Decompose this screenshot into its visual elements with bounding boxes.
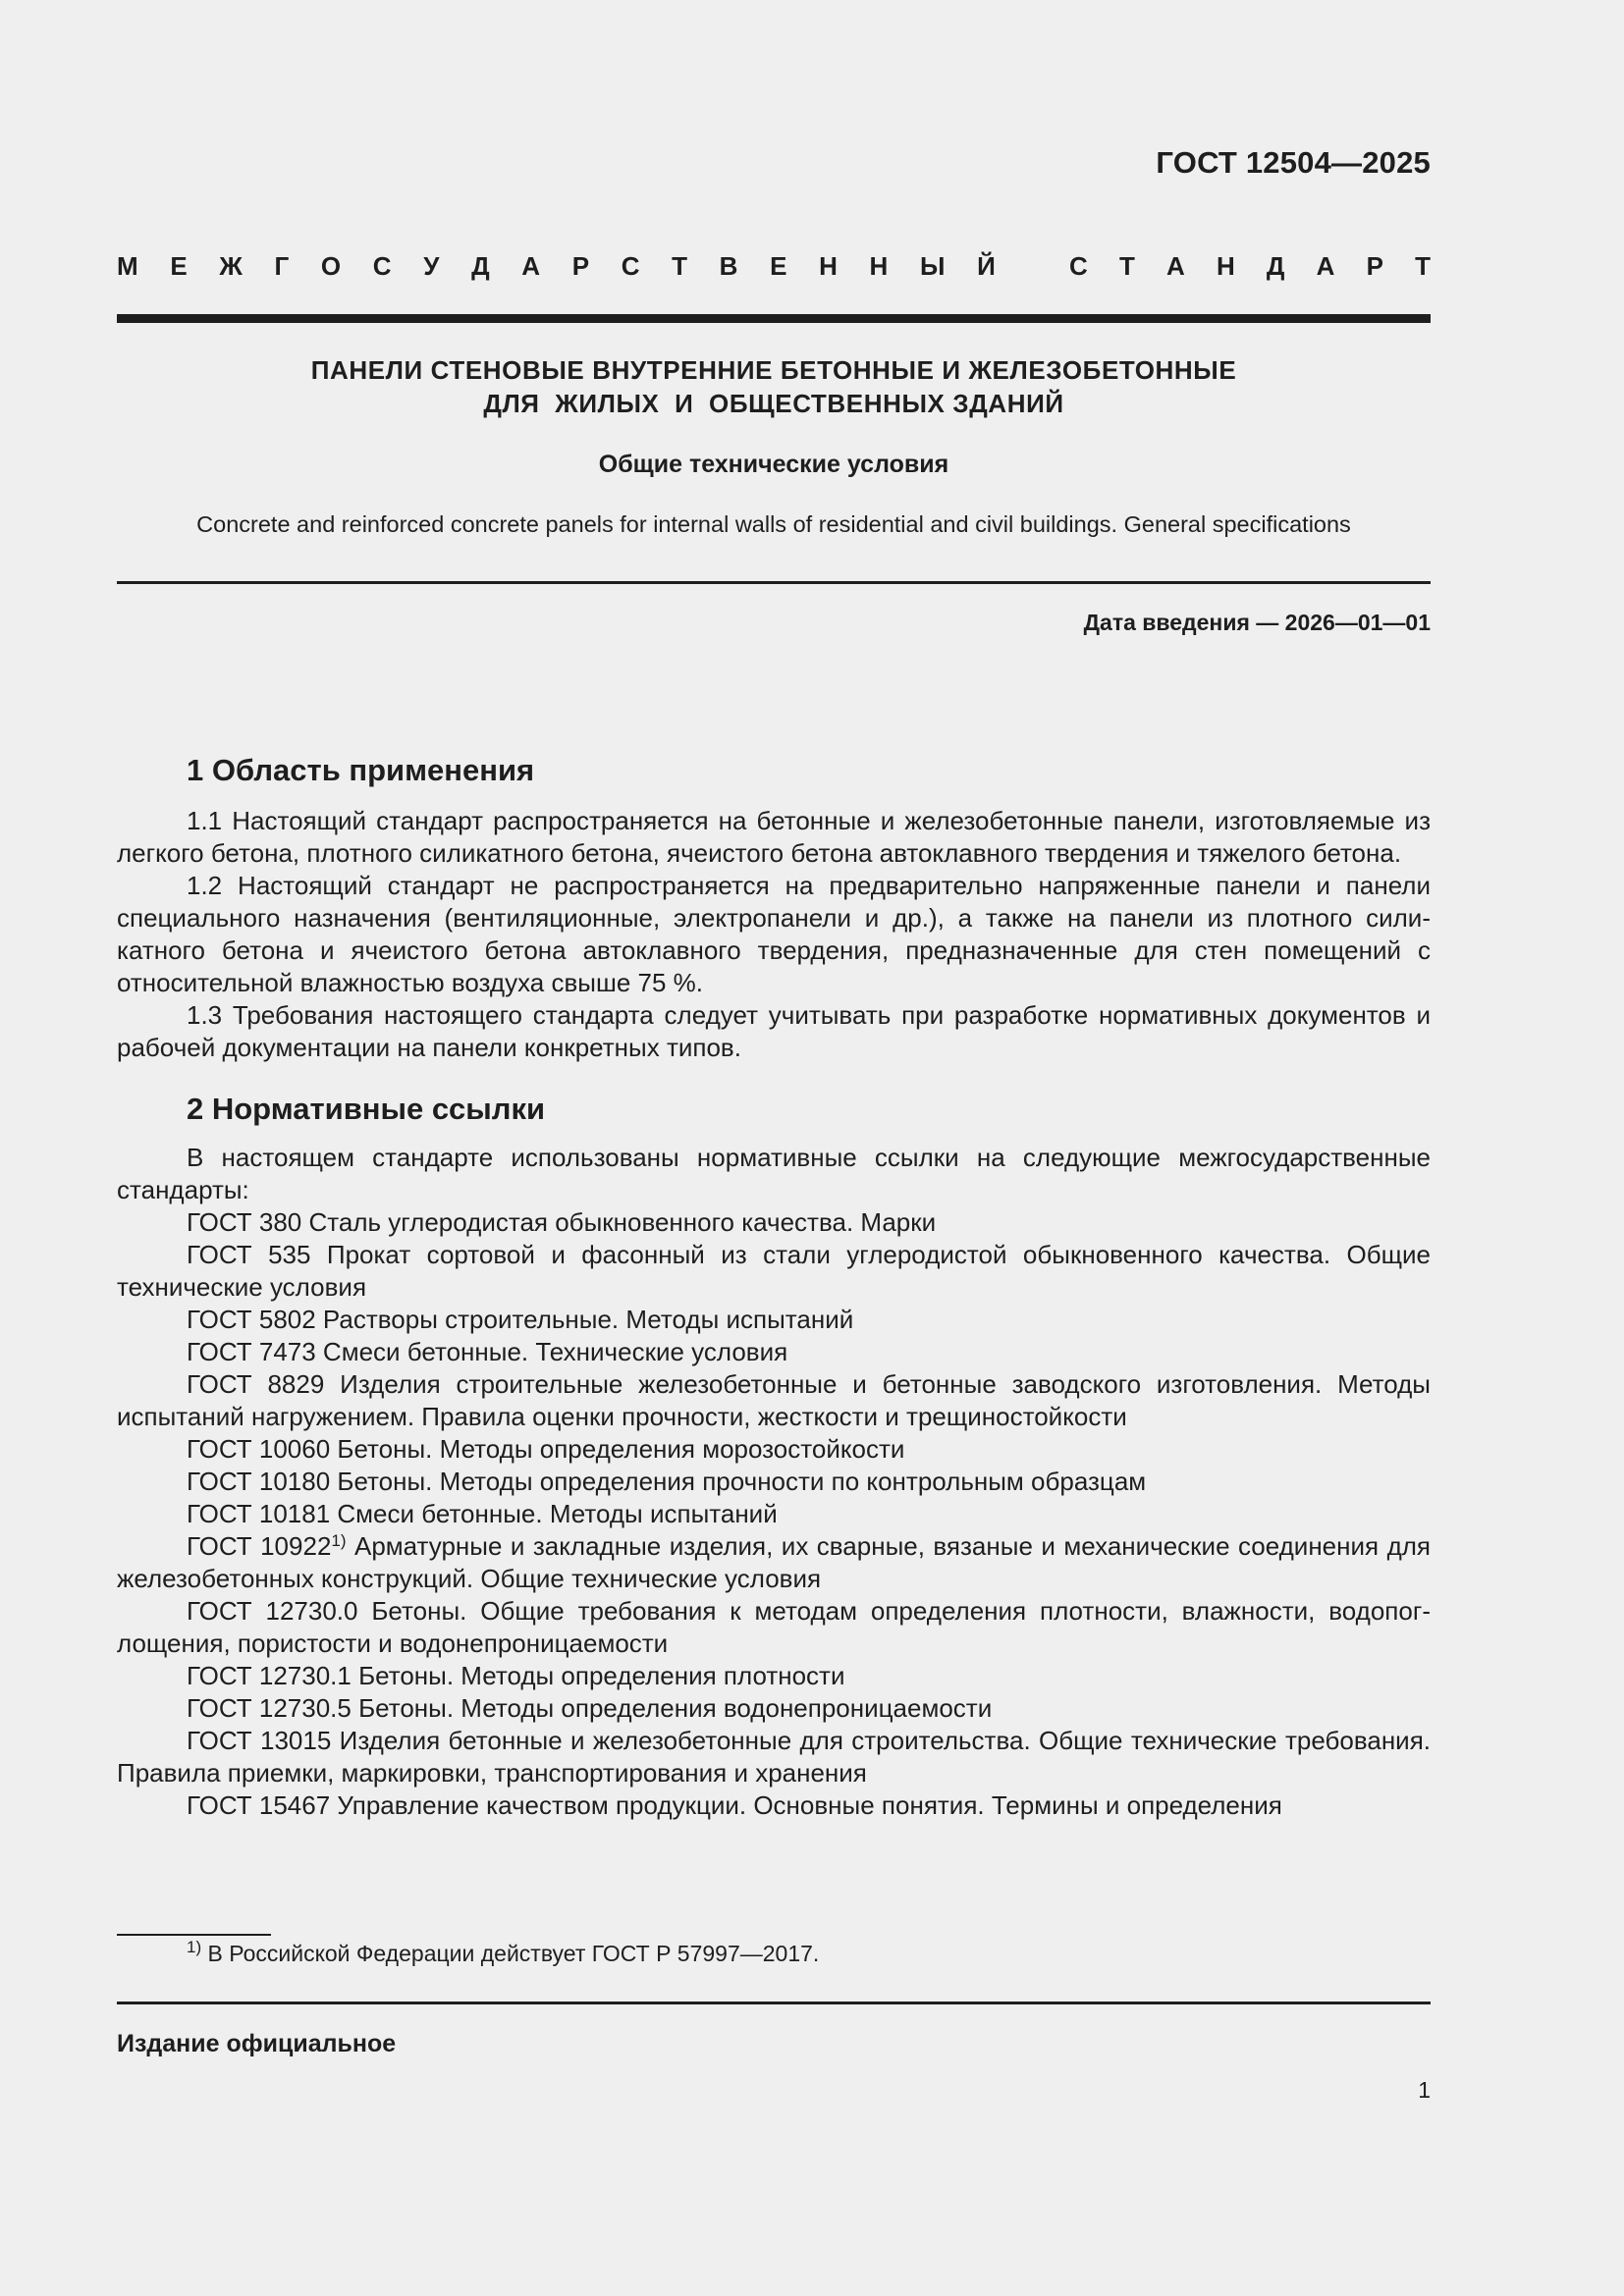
- paragraph-1-1: 1.1 Настоящий стандарт распространяется на бетонные и железобетонные панели, изготовляемые из легкого бетона, плотного силикатного бетона, ячеистого бетона автоклавного твердения и тяжелого бетона.: [117, 806, 1431, 868]
- spaced-letter: С: [621, 251, 640, 281]
- spaced-letter: В: [719, 251, 738, 281]
- paragraph-1-3: 1.3 Требования настоящего стандарта следует учитывать при разработке нормативных документов и рабочей документации на панели конкретных типов.: [117, 1000, 1431, 1062]
- spaced-letter: С: [1069, 251, 1088, 281]
- spaced-letter: Й: [977, 251, 996, 281]
- reference-gost-10181: ГОСТ 10181 Смеси бетонные. Методы испытаний: [187, 1499, 778, 1528]
- reference-gost-380: ГОСТ 380 Сталь углеродистая обыкновенного качества. Марки: [187, 1207, 937, 1237]
- paragraph-1-2: 1.2 Настоящий стандарт не распространяется на предварительно напряженные панели и панели специального назначения (вентиляционные, электропанели и др.), а также на панели из плотного силикатного бетона и ячеистого бетона автоклавного твердения, предназначенные для стен помещений с относительной влажностью воздуха свыше 75 %.: [117, 871, 1431, 997]
- title-line-2: ДЛЯ ЖИЛЫХ И ОБЩЕСТВЕННЫХ ЗДАНИЙ: [483, 389, 1064, 418]
- spaced-letter: Р: [1366, 251, 1383, 281]
- reference-gost-7473: ГОСТ 7473 Смеси бетонные. Технические условия: [187, 1337, 788, 1366]
- spaced-letter: Д: [471, 251, 490, 281]
- section-1-heading: 1 Область применения: [187, 753, 535, 787]
- spaced-letter: Ы: [919, 251, 946, 281]
- spaced-letter: Н: [819, 251, 838, 281]
- document-body: [117, 751, 1431, 1822]
- title-line-1: ПАНЕЛИ СТЕНОВЫЕ ВНУТРЕННИЕ БЕТОННЫЕ И ЖЕЛЕЗОБЕТОННЫЕ: [310, 355, 1237, 385]
- section-2-heading: 2 Нормативные ссылки: [187, 1092, 546, 1126]
- section-2-intro: В настоящем стандарте использованы нормативные ссылки на следующие межгосударственные стандарты:: [117, 1143, 1431, 1204]
- reference-gost-10180: ГОСТ 10180 Бетоны. Методы определения прочности по контрольным образцам: [187, 1467, 1147, 1496]
- spaced-letter: Т: [672, 251, 688, 281]
- spaced-letter: А: [1166, 251, 1185, 281]
- reference-gost-535: ГОСТ 535 Прокат сортовой и фасонный из стали углеродистой обыкновенного качества. Общие технические условия: [117, 1240, 1431, 1302]
- english-title: Concrete and reinforced concrete panels for internal walls of residential and civil buildings. General specifications: [196, 511, 1351, 537]
- spaced-letter: Т: [1118, 251, 1135, 281]
- footnote-number: 1): [187, 1938, 202, 1956]
- spaced-letter: М: [117, 251, 138, 281]
- reference-code: ГОСТ 10922: [187, 1531, 332, 1561]
- footer-rule: [117, 2002, 1431, 2004]
- reference-gost-12730-5: ГОСТ 12730.5 Бетоны. Методы определения водонепроницаемости: [187, 1693, 993, 1723]
- footnote-rule: [117, 1934, 271, 1936]
- spaced-letter: Т: [1415, 251, 1431, 281]
- reference-text: Арматурные и закладные изделия, их сварные, вязаные и механические соединения для железобетонных конструкций. Общие технические условия: [117, 1531, 1431, 1593]
- reference-gost-13015: ГОСТ 13015 Изделия бетонные и железобетонные для строительства. Общие технические требования. Правила приемки, маркировки, транспортирования и хранения: [117, 1726, 1431, 1788]
- spaced-letter: Р: [571, 251, 590, 281]
- document-id: ГОСТ 12504—2025: [1156, 145, 1431, 180]
- footnote-mark[interactable]: 1): [331, 1531, 347, 1550]
- spaced-letter: Н: [869, 251, 889, 281]
- spaced-letter: О: [320, 251, 342, 281]
- page-number: 1: [1418, 2077, 1431, 2103]
- footnote: [187, 1938, 820, 1967]
- spaced-letter: Ж: [219, 251, 243, 281]
- spaced-letter: Н: [1216, 251, 1235, 281]
- document-subtitle: Общие технические условия: [598, 451, 949, 478]
- edition-label: Издание официальное: [117, 2030, 397, 2057]
- header-rule: [117, 314, 1431, 323]
- spaced-letter: А: [521, 251, 541, 281]
- standard-type-word-1: [117, 251, 996, 282]
- reference-gost-15467: ГОСТ 15467 Управление качеством продукции. Основные понятия. Термины и определения: [187, 1790, 1282, 1820]
- reference-gost-10060: ГОСТ 10060 Бетоны. Методы определения морозостойкости: [187, 1434, 905, 1464]
- document-title: [117, 353, 1431, 420]
- reference-gost-5802: ГОСТ 5802 Растворы строительные. Методы испытаний: [187, 1305, 854, 1334]
- title-rule: [117, 581, 1431, 584]
- footnote-text: В Российской Федерации действует ГОСТ Р 57997—2017.: [201, 1941, 820, 1966]
- spaced-letter: Г: [274, 251, 290, 281]
- standard-type: [117, 251, 1431, 282]
- spaced-letter: А: [1316, 251, 1335, 281]
- spaced-letter: Е: [770, 251, 787, 281]
- spaced-letter: У: [423, 251, 440, 281]
- spaced-letter: С: [372, 251, 392, 281]
- spaced-letter: Е: [170, 251, 188, 281]
- reference-gost-10922: [117, 1530, 1431, 1595]
- reference-gost-12730-0: ГОСТ 12730.0 Бетоны. Общие требования к методам определения плотности, влажности, водопоглощения, пористости и водонепроницаемости: [117, 1596, 1431, 1658]
- introduction-date: Дата введения — 2026—01—01: [1083, 610, 1431, 635]
- reference-gost-8829: ГОСТ 8829 Изделия строительные железобетонные и бетонные заводского изготовления. Методы испытаний нагружением. Правила оценки прочности, жесткости и трещиностойкости: [117, 1369, 1431, 1431]
- standard-type-word-2: [1069, 251, 1431, 282]
- reference-gost-12730-1: ГОСТ 12730.1 Бетоны. Методы определения плотности: [187, 1661, 845, 1690]
- spaced-letter: Д: [1266, 251, 1285, 281]
